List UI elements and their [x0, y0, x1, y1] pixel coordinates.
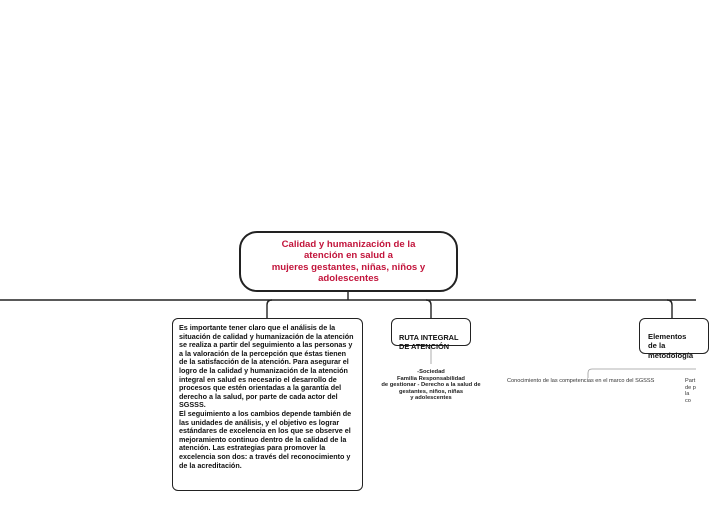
participacion-subtopic[interactable]: Part de p la co	[685, 378, 696, 404]
central-topic-title: Calidad y humanización de la atención en salud a mujeres gestantes, niñas, niños y adolescentes	[271, 238, 426, 284]
branch-explanation[interactable]	[172, 318, 363, 491]
elementos-sub-connector	[588, 369, 696, 378]
branch-ruta-integral-title: RUTA INTEGRAL DE ATENCIÓN	[399, 333, 459, 351]
ruta-subtopic[interactable]: -Sociedad Familia Responsabilidad de gestionar - Derecho a la salud de gestantes, niños, niñas y adolescentes	[381, 369, 481, 402]
branch-elementos-title: Elementos de la metodología	[648, 332, 694, 360]
branch-connector-ruta	[426, 300, 431, 318]
competencias-subtopic[interactable]: Conocimiento de las competencias en el marco del SGSSS	[507, 378, 655, 384]
central-topic[interactable]	[239, 231, 458, 292]
branch-explanation-text: Es importante tener claro que el análisis de la situación de calidad y humanización de la atención se realiza a partir del seguimiento a las personas y a la valoración de la percepción que éstas tienen de la satisfacción de la atención. Para asegurar el logro de la calidad y humanización de la atención integral en salud es necesario el desarrollo de procesos que estén orientadas a la garantía del derecho a la salud, por parte de cada actor del SGSSS. El seguimiento a los cambios depende también de las unidades de análisis, y el objetivo es lograr estándares de excelencia en los que se observe el mejoramiento continuo dentro de la calidad de la atención. Las estrategias para promover la excelencia son dos: a través del reconocimiento y de la acreditación.	[179, 323, 354, 470]
branch-ruta-integral[interactable]	[391, 318, 471, 351]
branch-elementos[interactable]	[639, 318, 709, 360]
branch-connector-elementos	[667, 300, 672, 318]
branch-connector-paragraph	[267, 300, 272, 318]
